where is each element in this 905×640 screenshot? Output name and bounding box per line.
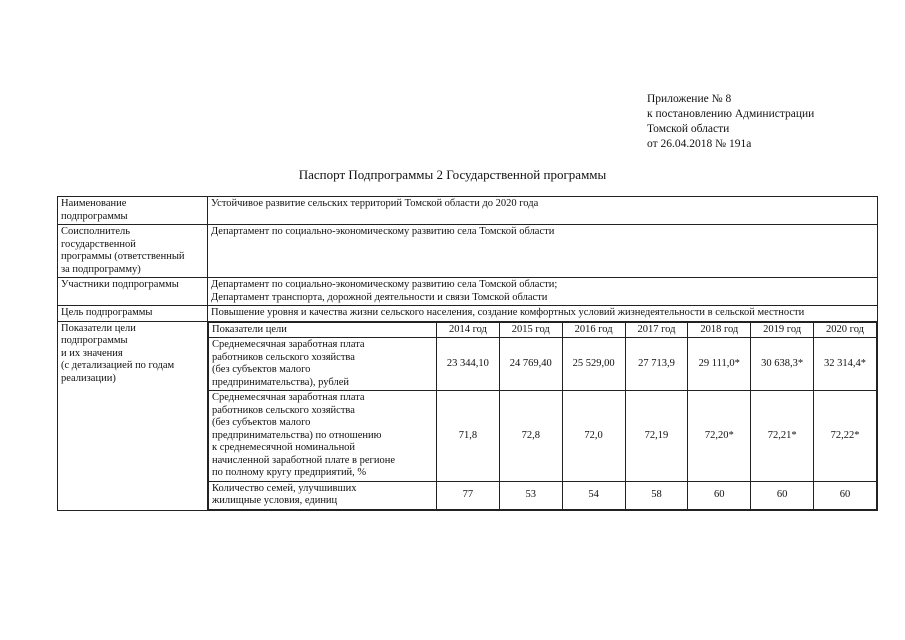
year-header: 2020 год xyxy=(814,322,877,338)
indicator-value: 72,20* xyxy=(688,391,751,482)
indicator-row xyxy=(209,391,877,482)
appendix-number: Приложение № 8 xyxy=(647,93,732,105)
table-row xyxy=(58,306,878,322)
indicator-value: 72,0 xyxy=(562,391,625,482)
row-label-coexec: Соисполнитель государственной программы (ответственный за подпрограмму) xyxy=(58,225,208,278)
table-row xyxy=(58,321,878,510)
indicators-header: Показатели цели xyxy=(209,322,437,338)
indicator-value: 54 xyxy=(562,481,625,509)
year-header: 2015 год xyxy=(499,322,562,338)
page-title: Паспорт Подпрограммы 2 Государственной программы xyxy=(298,167,607,182)
appendix-resolution: к постановлению Администрации xyxy=(647,108,815,120)
row-label-goal: Цель подпрограммы xyxy=(58,306,208,322)
table-row xyxy=(58,225,878,278)
indicator-name: Количество семей, улучшивших жилищные условия, единиц xyxy=(209,481,437,509)
year-header: 2016 год xyxy=(562,322,625,338)
participant-1: Департамент по социально-экономическому развитию села Томской области; xyxy=(211,279,558,290)
indicator-value: 60 xyxy=(751,481,814,509)
year-header: 2019 год xyxy=(751,322,814,338)
indicator-value: 60 xyxy=(688,481,751,509)
table-row xyxy=(58,278,878,306)
row-label-indicators: Показатели цели подпрограммы и их значения (с детализацией по годам реализации) xyxy=(58,321,208,510)
row-value-participants xyxy=(208,278,878,306)
indicator-value: 77 xyxy=(437,481,500,509)
row-value-coexec: Департамент по социально-экономическому развитию села Томской области xyxy=(208,225,878,278)
passport-table xyxy=(57,196,878,511)
indicator-value: 30 638,3* xyxy=(751,338,814,391)
indicator-value: 24 769,40 xyxy=(499,338,562,391)
row-value-goal: Повышение уровня и качества жизни сельского населения, создание комфортных условий жизнедеятельности в сельской местности xyxy=(208,306,878,322)
indicators-table xyxy=(208,322,877,510)
indicator-value: 25 529,00 xyxy=(562,338,625,391)
indicator-name: Среднемесячная заработная плата работников сельского хозяйства (без субъектов малого предпринимательства), рублей xyxy=(209,338,437,391)
year-header: 2018 год xyxy=(688,322,751,338)
indicator-value: 60 xyxy=(814,481,877,509)
participant-2: Департамент транспорта, дорожной деятельности и связи Томской области xyxy=(211,291,548,303)
row-value-indicators xyxy=(208,321,878,510)
indicator-row xyxy=(209,338,877,391)
year-header: 2014 год xyxy=(437,322,500,338)
indicator-value: 32 314,4* xyxy=(814,338,877,391)
indicator-value: 72,22* xyxy=(814,391,877,482)
indicators-header-row xyxy=(209,322,877,338)
row-label-participants: Участники подпрограммы xyxy=(58,278,208,306)
indicator-value: 29 111,0* xyxy=(688,338,751,391)
row-value-name: Устойчивое развитие сельских территорий Томской области до 2020 года xyxy=(208,197,878,225)
indicator-value: 72,8 xyxy=(499,391,562,482)
table-row xyxy=(58,197,878,225)
indicator-value: 58 xyxy=(625,481,688,509)
indicator-value: 27 713,9 xyxy=(625,338,688,391)
indicator-value: 23 344,10 xyxy=(437,338,500,391)
appendix-region: Томской области xyxy=(647,123,730,135)
indicator-value: 71,8 xyxy=(437,391,500,482)
appendix-date: от 26.04.2018 № 191а xyxy=(647,138,752,150)
indicator-value: 72,21* xyxy=(751,391,814,482)
row-label-name: Наименование подпрограммы xyxy=(58,197,208,225)
indicator-row xyxy=(209,481,877,509)
document-header xyxy=(647,92,814,152)
indicator-value: 53 xyxy=(499,481,562,509)
indicator-value: 72,19 xyxy=(625,391,688,482)
indicator-name: Среднемесячная заработная плата работников сельского хозяйства (без субъектов малого предпринимательства) по отношению к среднемесячной номинальной начисленной заработной плате в регионе по полному кругу предприятий, % xyxy=(209,391,437,482)
year-header: 2017 год xyxy=(625,322,688,338)
